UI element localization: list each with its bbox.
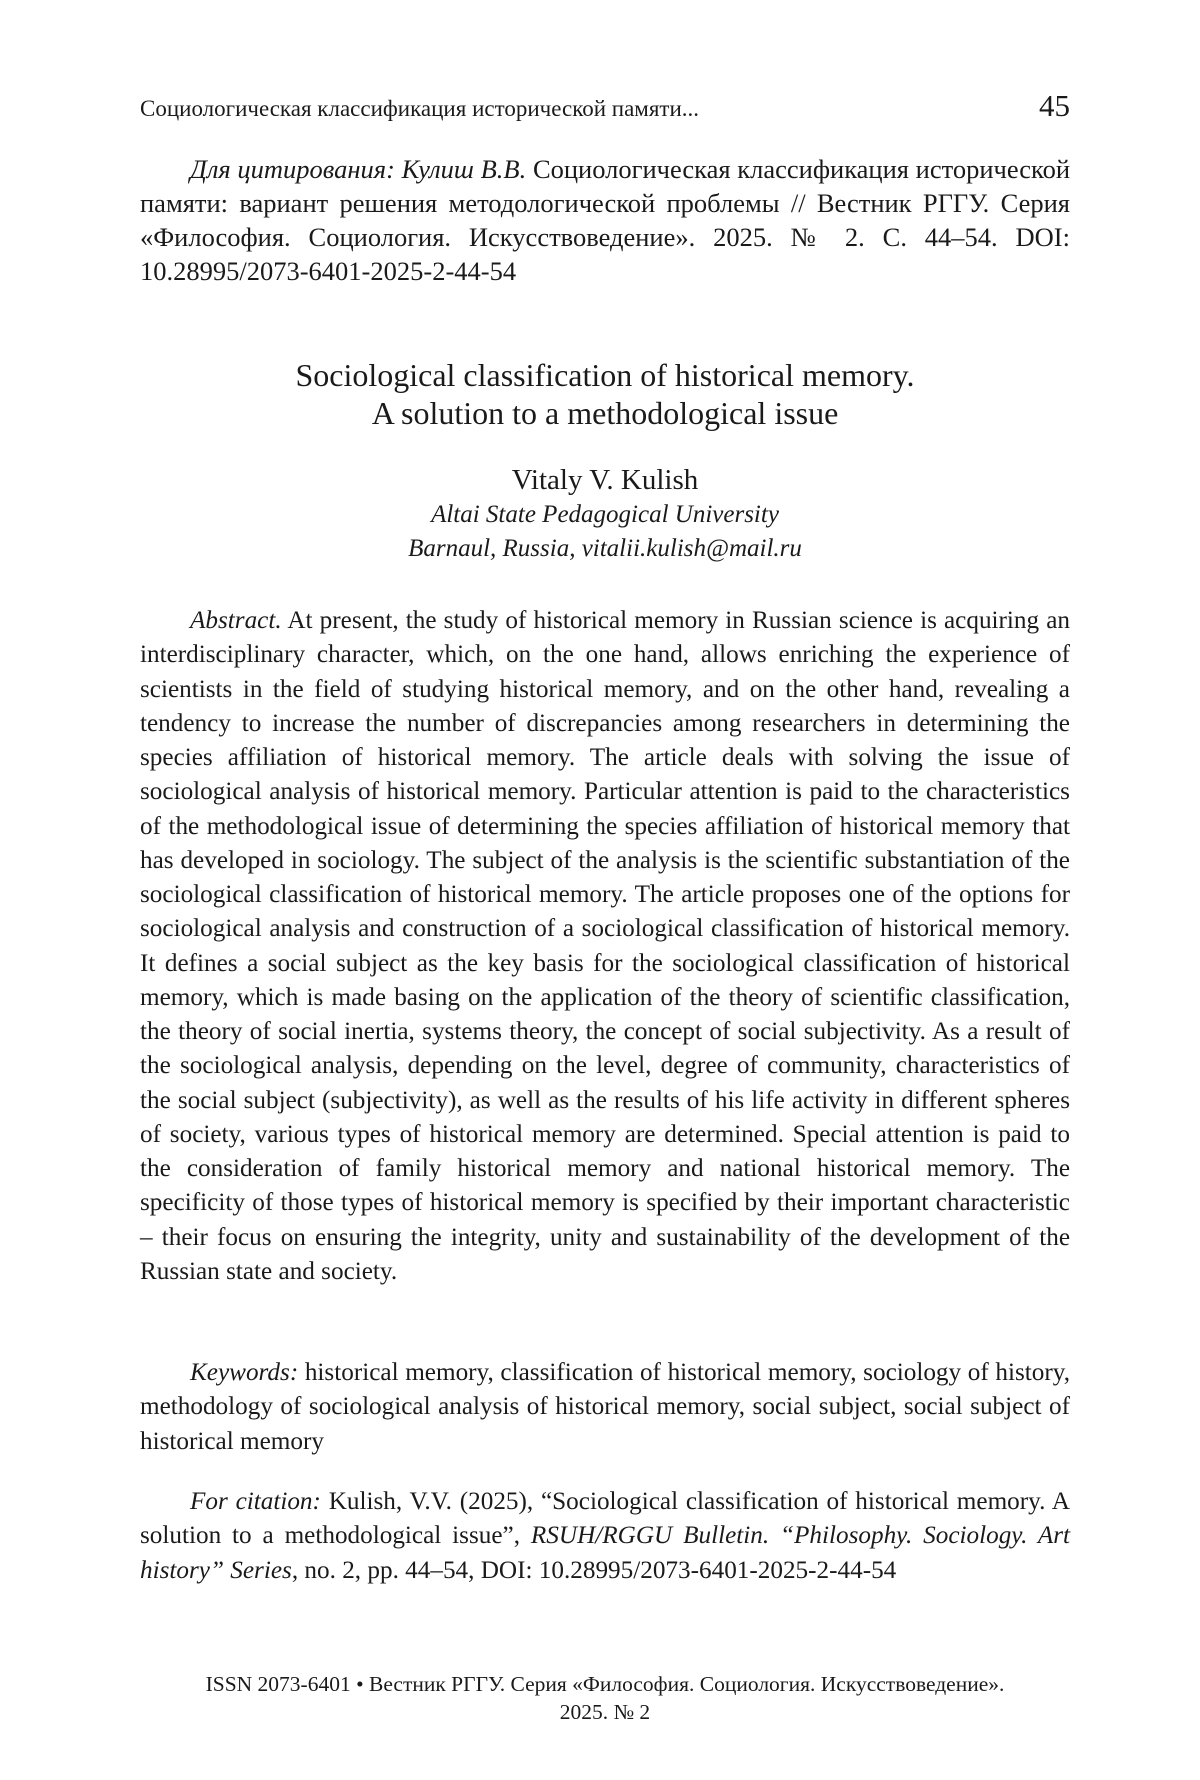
russian-citation-lead: Для цитирования: Кулиш В.В. bbox=[190, 154, 526, 184]
russian-citation-text: Социологическая классификация исторической памяти: вариант решения методологической проблемы // Вестник РГГУ. Серия «Философия. Социология. Искусствоведение». 2025. № 2. С. 44–54. DOI: 10.28995/2073-6401-2025-2-44-54 bbox=[140, 154, 1070, 286]
author-location-email: Barnaul, Russia, vitalii.kulish@mail.ru bbox=[140, 532, 1070, 566]
author-affiliation: Altai State Pedagogical University bbox=[140, 498, 1070, 532]
abstract bbox=[140, 604, 1070, 1289]
page-number: 45 bbox=[1039, 88, 1070, 124]
running-head bbox=[140, 88, 1070, 124]
author-block bbox=[140, 462, 1070, 566]
running-head-title: Социологическая классификация исторической памяти... bbox=[140, 96, 699, 122]
english-citation-part-2: , no. 2, pp. 44–54, DOI: 10.28995/2073-6401-2025-2-44-54 bbox=[292, 1557, 896, 1584]
english-citation-label: For citation: bbox=[190, 1488, 321, 1515]
author-name: Vitaly V. Kulish bbox=[140, 462, 1070, 498]
article-title-line-2: A solution to a methodological issue bbox=[140, 394, 1070, 432]
keywords bbox=[140, 1356, 1070, 1459]
page-footer bbox=[140, 1670, 1070, 1726]
article-title-line-1: Sociological classification of historical memory. bbox=[140, 356, 1070, 394]
footer-line-2: 2025. № 2 bbox=[140, 1698, 1070, 1726]
english-citation-part-1: Kulish, V.V. (2025), “Sociological classification of historical memory. A solution to a methodological issue”, bbox=[140, 1488, 1070, 1549]
footer-line-1: ISSN 2073-6401 • Вестник РГГУ. Серия «Философия. Социология. Искусствоведение». bbox=[140, 1670, 1070, 1698]
russian-citation bbox=[140, 152, 1070, 288]
abstract-label: Abstract. bbox=[190, 607, 282, 634]
keywords-label: Keywords: bbox=[190, 1359, 298, 1386]
abstract-text: At present, the study of historical memory in Russian science is acquiring an interdisciplinary character, which, on the one hand, allows enriching the experience of scientists in the field of studying historical memory, and on the other hand, revealing a tendency to increase the number of discrepancies among researchers in determining the species affiliation of historical memory. The article deals with solving the issue of sociological analysis of historical memory. Particular attention is paid to the characteristics of the methodological issue of determining the species affiliation of historical memory that has developed in sociology. The subject of the analysis is the scientific substantiation of the sociological classification of historical memory. The article proposes one of the options for sociological analysis and construction of a sociological classification of historical memory. It defines a social subject as the key basis for the sociological classification of historical memory, which is made basing on the application of the theory of scientific classification, the theory of social inertia, systems theory, the concept of social subjectivity. As a result of the sociological analysis, depending on the level, degree of community, characteristics of the social subject (subjectivity), as well as the results of his life activity in different spheres of society, various types of historical memory are determined. Special attention is paid to the consideration of family historical memory and national historical memory. The specificity of those types of historical memory is specified by their important characteristic – their focus on ensuring the integrity, unity and sustainability of the development of the Russian state and society. bbox=[140, 607, 1070, 1285]
keywords-text: historical memory, classification of historical memory, sociology of history, methodology of sociological analysis of historical memory, social subject, social subject of historical memory bbox=[140, 1359, 1070, 1455]
page bbox=[140, 0, 1070, 1780]
english-citation-journal: RSUH/RGGU Bulletin. “Philosophy. Sociology. Art history” Series bbox=[140, 1522, 1070, 1583]
english-citation bbox=[140, 1485, 1070, 1588]
article-title bbox=[140, 356, 1070, 432]
